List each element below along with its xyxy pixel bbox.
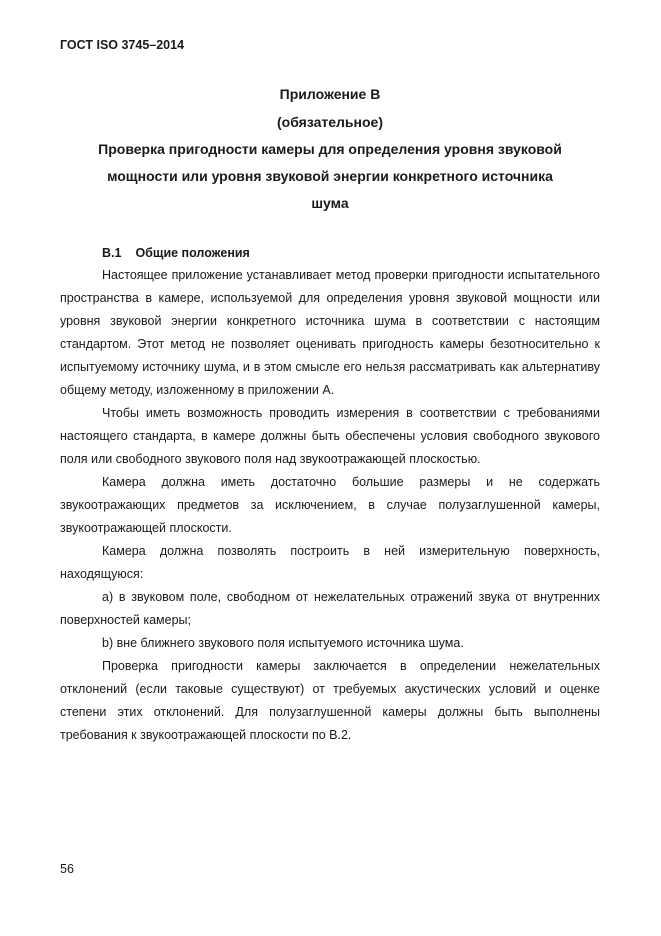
paragraph: Камера должна позволять построить в ней измерительную поверхность, находящуюся: [60, 544, 600, 581]
paragraph: Камера должна иметь достаточно большие размеры и не содержать звукоотражающих предметов за исключением, в случае полузаглушенной камеры, звукоотражающей плоскости. [60, 475, 600, 535]
appendix-heading-line-1: Проверка пригодности камеры для определения уровня звуковой [98, 141, 562, 157]
list-item: b) вне ближнего звукового поля испытуемого источника шума. [102, 636, 464, 650]
paragraph: Проверка пригодности камеры заключается в определении нежелательных отклонений (если таковые существуют) от требуемых акустических условий и оценке степени этих отклонений. Для полузаглушенной камеры должны быть выполнены требования к звукоотражающей плоскости по В.2. [60, 659, 600, 742]
document-code: ГОСТ ISO 3745–2014 [60, 38, 185, 52]
appendix-title-block [60, 80, 600, 217]
section-heading [102, 246, 250, 260]
section-body [60, 264, 600, 747]
page-number: 56 [60, 862, 74, 876]
appendix-title: Приложение В [279, 86, 381, 102]
paragraph: Настоящее приложение устанавливает метод проверки пригодности испытательного пространства в камере, используемой для определения уровня звуковой мощности или уровня звуковой энергии конкретного источника шума в соответствии с настоящим стандартом. Этот метод не позволяет оценивать пригодность камеры безотносительно к испытуемому источнику шума, и в этом смысле его нельзя рассматривать как альтернативу общему методу, изложенному в приложении А. [60, 268, 600, 397]
appendix-heading-line-2: мощности или уровня звуковой энергии конкретного источника [107, 168, 553, 184]
list-item: а) в звуковом поле, свободном от нежелательных отражений звука от внутренних поверхностей камеры; [60, 590, 600, 627]
section-title: Общие положения [135, 246, 250, 260]
paragraph: Чтобы иметь возможность проводить измерения в соответствии с требованиями настоящего стандарта, в камере должны быть обеспечены условия свободного звукового поля или свободного звукового поля над звукоотражающей плоскостью. [60, 406, 600, 466]
section-number: В.1 [102, 246, 122, 260]
appendix-heading-line-3: шума [311, 195, 349, 211]
appendix-status: (обязательное) [276, 114, 383, 130]
